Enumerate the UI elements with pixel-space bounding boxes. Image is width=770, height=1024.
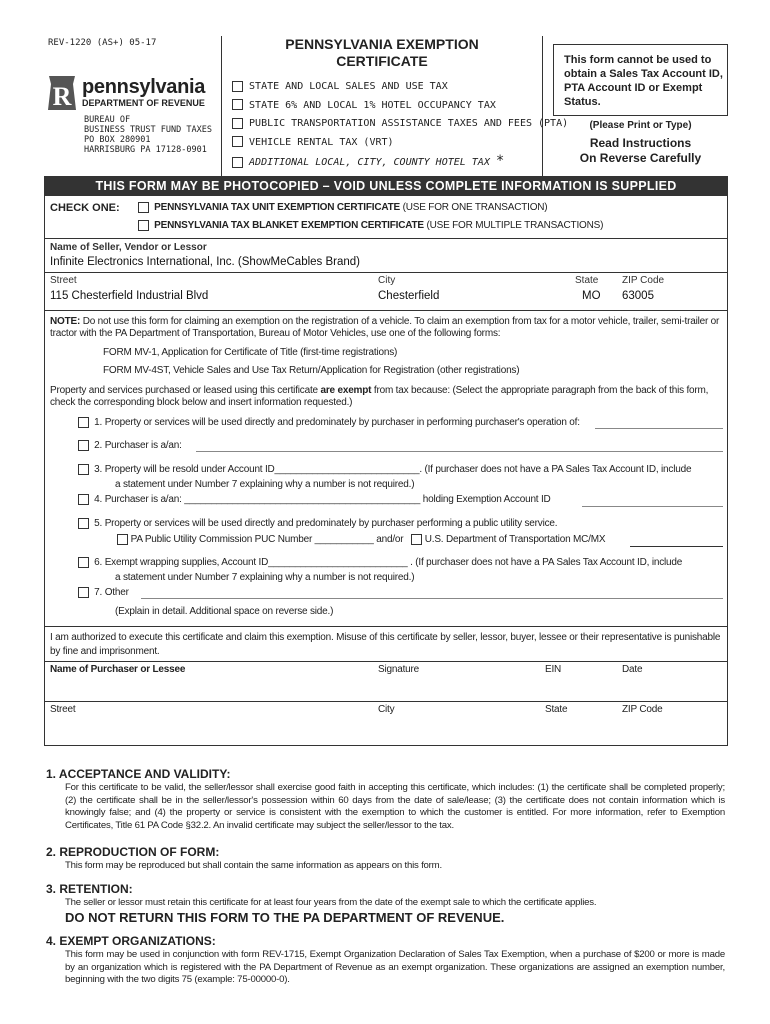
reason-1: 1. Property or services will be used directly and predominately by purchaser in performing purchaser's operation of: [78,417,728,428]
purchaser-city-label: City [378,704,395,715]
vehicle-note: NOTE: Do not use this form for claiming an exemption on the registration of a vehicle. To claim an exemption from tax for a motor vehicle, trailer, semi-trailer or tractor with the PA Department of Transportation, Bureau of Motor Vehicles, use one of the following forms: [50,316,720,339]
date-label: Date [622,664,643,675]
do-not-return-warning: DO NOT RETURN THIS FORM TO THE PA DEPARTMENT OF REVENUE. [65,910,505,925]
reason-1-checkbox[interactable] [78,417,89,428]
usdot-field[interactable] [630,546,723,547]
section-1-text: For this certificate to be valid, the seller/lessor shall exercise good faith in accepting this certificate, which includes: (1) the certificate shall be completed properly; (2) the certificate shall be in the seller/lessor's possession within 60 days from the date of sale/lease; (3) the certificate does not contain information which is knowingly false; and (4) the property or service is consistent with the exemption to which the customer is entitled. For more information, refer to Exemption Certificates, Title 61 PA Code §32.2. An invalid certificate may subject the seller/lessor to the tax. [65,782,725,831]
tax-checkbox[interactable] [232,136,243,147]
form-mv4st-text: FORM MV-4ST, Vehicle Sales and Use Tax Return/Application for Registration (other registrations) [103,365,520,376]
tax-option: STATE AND LOCAL SALES AND USE TAX [232,78,568,97]
reason-4: 4. Purchaser is a/an: ____________________________________________ holding Exemption Account ID [78,494,551,505]
reason-6-checkbox[interactable] [78,557,89,568]
seller-state-field[interactable]: MO [582,290,601,302]
seller-city-field[interactable]: Chesterfield [378,290,440,302]
purchaser-name-label: Name of Purchaser or Lessee [50,664,186,675]
tax-option: VEHICLE RENTAL TAX (VRT) [232,134,568,153]
purchaser-row-fields[interactable] [46,676,726,700]
address-line: BUREAU OF [84,115,131,125]
seller-state-label: State [575,275,599,286]
section-2-text: This form may be reproduced but shall contain the same information as appears on this form. [65,860,442,871]
tax-checkbox[interactable] [232,157,243,168]
reason-2: 2. Purchaser is a/an: [78,440,182,451]
section-2-title: 2. REPRODUCTION OF FORM: [46,845,220,859]
exempt-reason-intro: Property and services purchased or leased using this certificate are exempt from tax because: (Select the appropriate paragraph from the back of this form, check the corresponding block below and insert information requested.) [50,385,709,408]
seller-name-field[interactable]: Infinite Electronics International, Inc. (ShowMeCables Brand) [50,256,361,268]
blanket-exemption-checkbox[interactable] [138,220,149,231]
usdot-checkbox[interactable] [411,534,422,545]
signature-label: Signature [378,664,420,675]
reason-7-explain: (Explain in detail. Additional space on reverse side.) [115,606,334,617]
tax-checkbox[interactable] [232,81,243,92]
page-title: PENNSYLVANIA EXEMPTION CERTIFICATE [285,36,479,69]
reason-3-note: a statement under Number 7 explaining why a number is not required.) [115,479,415,490]
tax-option: STATE 6% AND LOCAL 1% HOTEL OCCUPANCY TAX [232,97,568,116]
seller-street-label: Street [50,275,77,286]
seller-city-label: City [378,275,396,286]
purchaser-zip-label: ZIP Code [622,704,663,715]
read-instructions: Read Instructions On Reverse Carefully [579,136,702,165]
reason-5-options: PA Public Utility Commission PUC Number ___________ and/or U.S. Department of Transportation MC/MX [117,534,605,545]
seller-zip-field[interactable]: 63005 [622,290,654,302]
reason-6: 6. Exempt wrapping supplies, Account ID__________________________ . (If purchaser does not have a PA Sales Tax Account ID, include [78,557,726,568]
reason-7: 7. Other [78,587,129,598]
section-3-text: The seller or lessor must retain this certificate for at least four years from the date of the exempt sale to which the certificate applies. [65,897,597,908]
address-block [84,115,212,155]
address-line: PO BOX 280901 [84,135,151,145]
address-line: BUSINESS TRUST FUND TAXES [84,125,212,135]
reason-3-checkbox[interactable] [78,464,89,475]
tax-checkbox[interactable] [232,118,243,129]
tax-checkbox[interactable] [232,99,243,110]
reason-7-checkbox[interactable] [78,587,89,598]
section-3-title: 3. RETENTION: [46,882,133,896]
unit-exemption-option[interactable]: PENNSYLVANIA TAX UNIT EXEMPTION CERTIFICATE (USE FOR ONE TRANSACTION) [138,202,547,213]
tax-type-list [232,78,568,173]
reason-5-checkbox[interactable] [78,518,89,529]
section-4-text: This form may be used in conjunction with form REV-1715, Exempt Organization Declaration of Sales Tax Exemption, when a purchase of $200 or more is made by an organization which is registered with the PA Department of Revenue as an exempt organization. These organizations are assigned an exemption number, beginning with the two digits 75 (example: 75-00000-0). [65,949,725,985]
tax-option: ADDITIONAL LOCAL, CITY, COUNTY HOTEL TAX * [232,152,568,173]
purchaser-address-fields[interactable] [46,716,726,744]
reason-2-field[interactable] [196,451,723,452]
seller-street-field[interactable]: 115 Chesterfield Industrial Blvd [50,290,209,302]
reason-7-field[interactable] [141,598,723,599]
form-mv1-text: FORM MV-1, Application for Certificate of Title (first-time registrations) [103,347,398,358]
reason-4-checkbox[interactable] [78,494,89,505]
seller-name-label: Name of Seller, Vendor or Lessor [50,242,207,253]
reason-5: 5. Property or services will be used directly and predominately by purchaser performing a public utility service. [78,518,557,529]
logo-department: DEPARTMENT OF REVENUE [82,98,205,108]
puc-checkbox[interactable] [117,534,128,545]
photocopy-banner: THIS FORM MAY BE PHOTOCOPIED – VOID UNLESS COMPLETE INFORMATION IS SUPPLIED [44,176,728,196]
form-id: REV-1220 (AS+) 05-17 [48,38,157,48]
purchaser-street-label: Street [50,704,76,715]
blanket-exemption-option[interactable]: PENNSYLVANIA TAX BLANKET EXEMPTION CERTIFICATE (USE FOR MULTIPLE TRANSACTIONS) [138,220,603,231]
notice-box: This form cannot be used to obtain a Sales Tax Account ID, PTA Account ID or Exempt Status. [553,44,728,116]
address-line: HARRISBURG PA 17128-0901 [84,145,207,155]
seller-zip-label: ZIP Code [622,275,665,286]
section-1-title: 1. ACCEPTANCE AND VALIDITY: [46,767,231,781]
section-4-title: 4. EXEMPT ORGANIZATIONS: [46,934,216,948]
unit-exemption-checkbox[interactable] [138,202,149,213]
ein-label: EIN [545,664,562,675]
tax-option: PUBLIC TRANSPORTATION ASSISTANCE TAXES AND FEES (PTA) [232,115,568,134]
check-one-label: CHECK ONE: [50,202,120,214]
purchaser-state-label: State [545,704,568,715]
authorization-statement: I am authorized to execute this certificate and claim this exemption. Misuse of this certificate by seller, lessor, buyer, lessee or their representative is punishable by fine and imprisonment. [50,632,721,657]
reason-6-note: a statement under Number 7 explaining why a number is not required.) [115,572,415,583]
reason-3: 3. Property will be resold under Account ID___________________________. (If purchaser does not have a PA Sales Tax Account ID, include [78,464,726,475]
logo-wordmark: pennsylvania [82,76,206,98]
print-instruction: (Please Print or Type) [589,120,692,131]
reason-1-field[interactable] [595,428,723,429]
svg-text:R: R [52,82,72,111]
reason-4-field[interactable] [582,506,723,507]
reason-2-checkbox[interactable] [78,440,89,451]
pa-keystone-logo-icon [46,74,78,112]
